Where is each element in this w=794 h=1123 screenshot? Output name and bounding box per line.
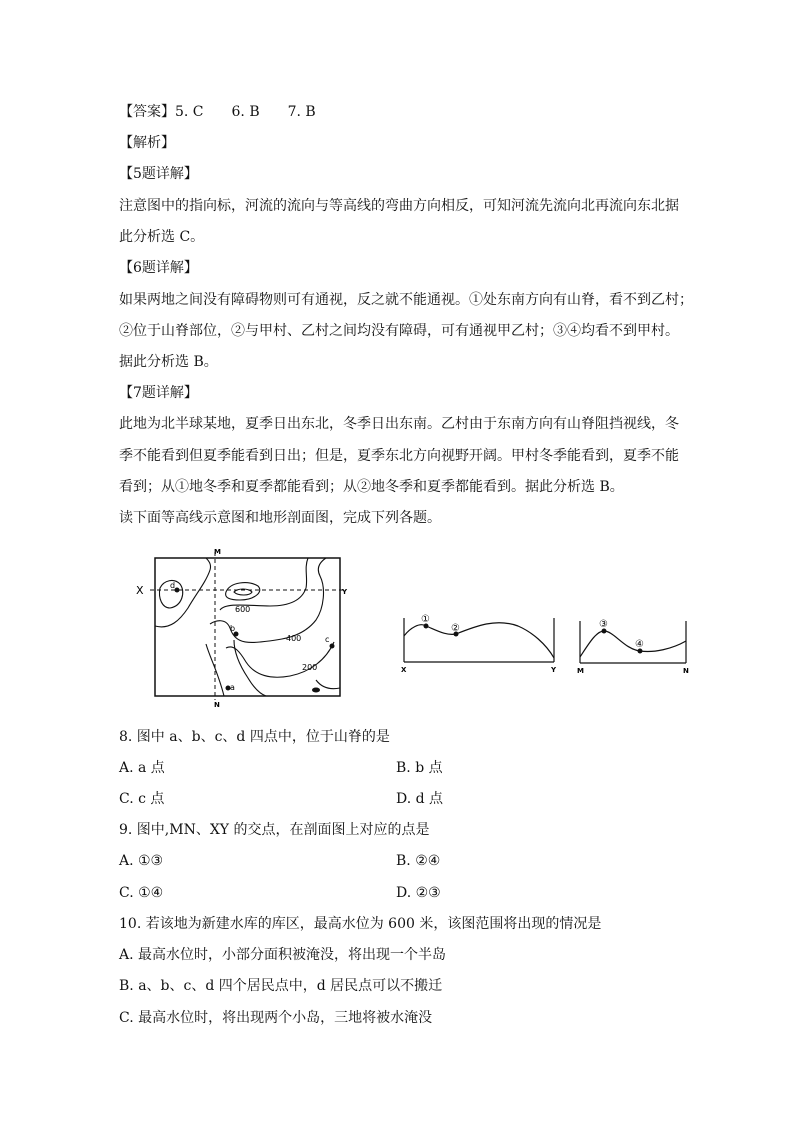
q8-option-b: B. b 点 [396, 760, 443, 776]
profile-label-n: N [683, 667, 689, 675]
q6-line: 据此分析选 B。 [119, 354, 218, 370]
analysis-label: 【解析】 [119, 135, 175, 151]
contour-map [130, 548, 350, 708]
settlement-mark [312, 688, 320, 693]
profile-mn [572, 615, 692, 680]
point-d [175, 588, 180, 593]
contour-line [226, 642, 334, 677]
intro-text: 读下面等高线示意图和地形剖面图，完成下列各题。 [119, 510, 441, 526]
q9-option-a: A. ①③ [119, 853, 164, 869]
map-label-n: N [214, 701, 220, 708]
q9-option-b: B. ②④ [396, 853, 441, 869]
map-label-m: M [214, 548, 221, 556]
q7-line: 看到；从①地冬季和夏季都能看到；从②地冬季和夏季都能看到。据此分析选 B。 [119, 479, 624, 495]
q7-line: 此地为北半球某地，夏季日出东北，冬季日出东南。乙村由于东南方向有山脊阻挡视线，冬 [119, 416, 679, 432]
q6-line: 如果两地之间没有障碍物则可有通视，反之就不能通视。①处东南方向有山脊，看不到乙村； [119, 292, 693, 308]
contour-label-600: 600 [235, 605, 251, 614]
q9-stem: 9. 图中,MN、XY 的交点，在剖面图上对应的点是 [119, 822, 430, 838]
q6-header: 【6题详解】 [119, 260, 198, 276]
q8-option-c: C. c 点 [119, 791, 165, 807]
q8-option-a: A. a 点 [119, 760, 165, 776]
profile-label-y: Y [551, 666, 557, 674]
q5-header: 【5题详解】 [119, 166, 198, 182]
q7-line: 季不能看到但夏季能看到日出；但是，夏季东北方向视野开阔。甲村冬季能看到，夏季不能 [119, 448, 679, 464]
contour-label-200: 200 [302, 663, 318, 672]
map-label-c: c [325, 635, 330, 644]
map-label-y: Y [342, 588, 348, 596]
point-c [330, 644, 335, 649]
profile-curve [580, 631, 686, 657]
profile-label-m: M [577, 667, 584, 675]
map-label-b: b [230, 624, 236, 633]
q7-header: 【7题详解】 [119, 385, 198, 401]
q8-stem: 8. 图中 a、b、c、d 四点中，位于山脊的是 [119, 729, 390, 745]
q6-line: ②位于山脊部位，②与甲村、乙村之间均没有障碍，可有通视甲乙村；③④均看不到甲村。 [119, 323, 679, 339]
profile-label-x: X [401, 666, 407, 674]
map-label-a: a [230, 683, 235, 692]
contour-line [226, 583, 260, 600]
profile-label-3: ③ [599, 619, 608, 630]
profile-label-4: ④ [635, 639, 644, 650]
contour-line [220, 558, 308, 610]
contour-line [316, 680, 340, 689]
contour-label-400: 400 [286, 634, 302, 643]
map-label-d: d [170, 581, 176, 590]
q5-line: 此分析选 C。 [119, 229, 205, 245]
q10-option-c: C. 最高水位时，将出现两个小岛，三地将被水淹没 [119, 1010, 433, 1026]
profile-xy [396, 610, 566, 680]
q10-option-a: A. 最高水位时，小部分面积被淹没，将出现一个半岛 [119, 947, 447, 963]
q9-option-d: D. ②③ [396, 885, 441, 901]
q5-line: 注意图中的指向标，河流的流向与等高线的弯曲方向相反，可知河流先流向北再流向东北据 [119, 198, 679, 214]
map-label-x: X [136, 584, 144, 597]
map-frame [155, 558, 340, 696]
contour-line [210, 558, 326, 642]
q10-option-b: B. a、b、c、d 四个居民点中，d 居民点可以不搬迁 [119, 978, 443, 994]
profile-label-2: ② [451, 623, 460, 634]
q9-option-c: C. ①④ [119, 885, 164, 901]
answer-line [119, 102, 316, 122]
answer-label: 【答案】 [119, 104, 175, 120]
profile-label-1: ① [421, 614, 430, 625]
answer-text: 5. C 6. B 7. B [175, 104, 316, 120]
contour-line [234, 640, 266, 696]
q10-stem: 10. 若该地为新建水库的库区，最高水位为 600 米，该图范围将出现的情况是 [119, 916, 602, 932]
q8-option-d: D. d 点 [396, 791, 444, 807]
contour-lines [155, 558, 340, 696]
